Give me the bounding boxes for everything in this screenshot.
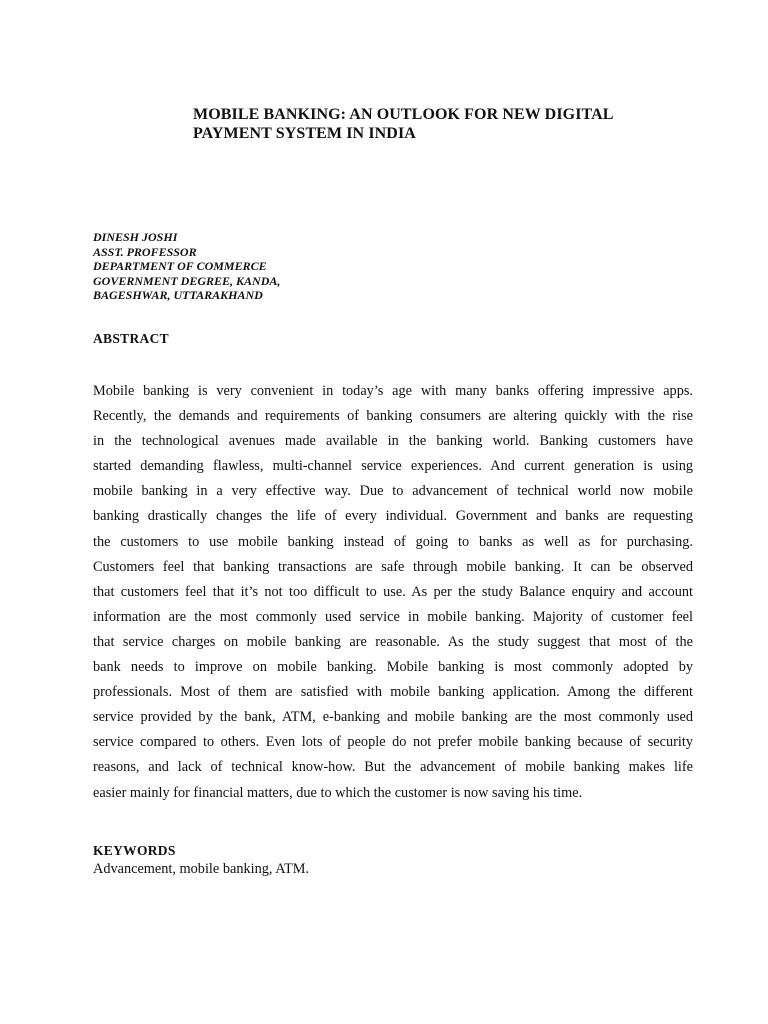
abstract-line: professionals. Most of them are satisfied with mobile banking application. Among the different (93, 684, 693, 701)
paper-title (193, 105, 693, 143)
abstract-line: Recently, the demands and requirements of banking consumers are altering quickly with the rise (93, 408, 693, 425)
keywords-heading: KEYWORDS (93, 843, 176, 858)
author-department: DEPARTMENT OF COMMERCE (93, 259, 267, 273)
abstract-line: started demanding flawless, multi-channel service experiences. And current generation is using (93, 458, 693, 475)
author-block (93, 230, 280, 303)
abstract-line: service provided by the bank, ATM, e-banking and mobile banking are the most commonly used (93, 709, 693, 726)
abstract-line: bank needs to improve on mobile banking. Mobile banking is most commonly adopted by (93, 659, 693, 676)
abstract-line: banking drastically changes the life of every individual. Government and banks are requesting (93, 508, 693, 525)
abstract-line: reasons, and lack of technical know-how. But the advancement of mobile banking makes life (93, 759, 693, 776)
abstract-line: information are the most commonly used service in mobile banking. Majority of customer feel (93, 608, 693, 625)
abstract-line: mobile banking in a very effective way. Due to advancement of technical world now mobile (93, 483, 693, 500)
abstract-line: that service charges on mobile banking are reasonable. As the study suggest that most of the (93, 633, 693, 650)
abstract-line: that customers feel that it’s not too difficult to use. As per the study Balance enquiry and account (93, 583, 693, 600)
author-institution: GOVERNMENT DEGREE, KANDA, (93, 273, 281, 288)
keywords-text: Advancement, mobile banking, ATM. (93, 861, 310, 877)
abstract-line: in the technological avenues made available in the banking world. Banking customers have (93, 433, 693, 450)
abstract-heading: ABSTRACT (93, 331, 169, 346)
abstract-line: Mobile banking is very convenient in today’s age with many banks offering impressive apps. (93, 383, 693, 399)
abstract-line: easier mainly for financial matters, due to which the customer is now saving his time. (93, 784, 583, 801)
abstract-body (93, 379, 693, 806)
author-location: BAGESHWAR, UTTARAKHAND (93, 288, 263, 302)
abstract-line: Customers feel that banking transactions are safe through mobile banking. It can be observed (93, 558, 693, 575)
author-designation: ASST. PROFESSOR (93, 244, 197, 259)
paper-title-line-1: MOBILE BANKING: AN OUTLOOK FOR NEW DIGITAL (193, 106, 614, 123)
abstract-line: service compared to others. Even lots of people do not prefer mobile banking because of security (93, 734, 693, 751)
paper-title-line-2: PAYMENT SYSTEM IN INDIA (193, 125, 416, 142)
author-name: DINESH JOSHI (93, 230, 178, 244)
abstract-line: the customers to use mobile banking instead of going to banks as well as for purchasing. (93, 533, 693, 550)
